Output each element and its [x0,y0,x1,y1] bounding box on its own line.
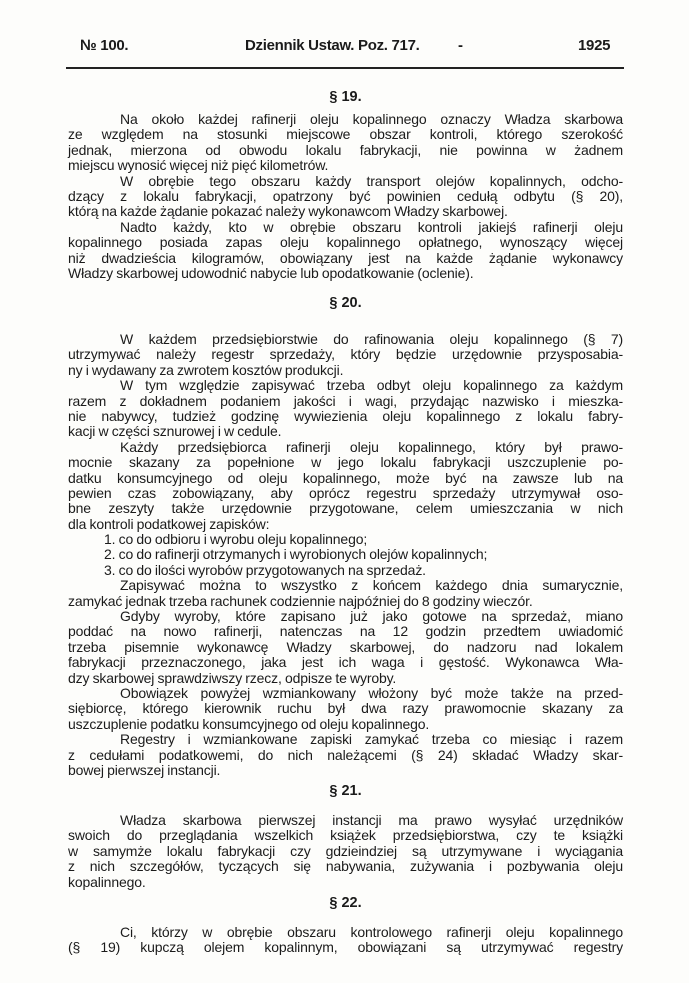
section-heading: § 19. [329,89,362,105]
text-line: niż dwadzieścia kilogramów, obowiązany jest na każde żądanie wykonawcy [68,249,623,266]
text-line: ny i wydawany za zwrotem kosztów produkcji. [68,361,344,378]
text-line: bowej pierwszej instancji. [68,761,221,778]
text-line: uszczuplenie podatku konsumcyjnego od oleju kopalinnego. [68,715,430,732]
text-line: swoich do przeglądania wszelkich książek przedsiębiorstwa, czy te książki [68,827,623,844]
list-item: 1. co do odbioru i wyrobu oleju kopalinnego; [104,531,368,548]
text-line: Na około każdej rafinerji oleju kopalinnego oznaczy Władza skarbowa [120,111,623,127]
text-line: Władzy skarbowej udowodnić nabycie lub opodatkowanie (oclenie). [68,264,474,281]
header-dash: - [458,37,463,54]
text-line: kacji w części sznurowej i w cedule. [68,423,282,440]
text-line: dzy skarbowej sprawdziwszy rzecz, odpisze te wyroby. [68,669,397,686]
text-line: dla kontroli podatkowej zapisków: [68,515,270,532]
text-line: kopalinnego. [68,873,146,890]
text-line: Regestry i wzmiankowane zapiski zamykać trzeba co miesiąc i razem [120,731,623,748]
text-line: Każdy przedsiębiorca rafinerji oleju kopalinnego, który był prawo- [120,438,623,455]
text-line: jednak, mierzona od obwodu lokalu fabrykacji, nie powinna w żadnem [68,141,623,158]
section [68,295,623,778]
text-line: w samymże lokalu fabrykacji czy gdzieindziej są utrzymywane i wyciągania [68,842,623,859]
text-line: z nich szczegółów, tyczących się nabywania, zużywania i pozbywania oleju [68,858,623,875]
text-line: fabrykacji przeznaczonego, jaka jest ich waga i gęstość. Wykonawca Wła- [68,654,623,671]
year: 1925 [578,37,611,54]
text-line: pewien czas zobowiązany, aby oprócz regestru sprzedaży utrzymywał oso- [68,484,623,501]
text-line: W tym względzie zapisywać trzeba odbyt oleju kopalinnego za każdym [120,377,623,394]
text-line: bne zeszyty także urzędownie przygotowane, celem umieszczania w nich [68,500,623,517]
section-heading: § 20. [329,295,362,311]
text-line: nie nabywcy, tudzież godzinę wywiezienia oleju kopalinnego z lokalu fabry- [68,407,623,424]
text-line: kopalinnego posiada zapas oleju kopalinnego opłatnego, wynoszący więcej [68,234,623,251]
list-item: 2. co do rafinerji otrzymanych i wyrobionych olejów kopalinnych; [104,546,488,563]
text-line: (§ 19) kupczą olejem kopalinnym, obowiązani są utrzymywać regestry [68,939,623,956]
text-line: datku konsumcyjnego od oleju kopalinnego, może być na zawsze lub na [68,469,623,486]
text-line: Władza skarbowa pierwszej instancji ma prawo wysyłać urzędników [120,812,623,828]
text-line: Gdyby wyroby, które zapisano już jako gotowe na sprzedaż, miano [120,608,623,625]
text-line: dzący z lokalu fabrykacji, opatrzony być powinien cedułą odbytu (§ 20), [68,187,623,204]
text-line: którą na każde żądanie pokazać należy wykonawcom Władzy skarbowej. [68,203,508,220]
text-line: z cedułami podatkowemi, do nich należącemi (§ 24) składać Władzy skar- [68,746,623,763]
text-line: poddać na nowo rafinerji, natenczas na 12 godzin przedtem uwiadomić [68,623,623,640]
list-item: 3. co do ilości wyrobów przygotowanych na sprzedaż. [104,561,426,578]
text-line: utrzymywać należy regestr sprzedaży, który będzie urzędownie przysposabia- [68,346,623,363]
text-line: trzeba pisemnie wykonawcę Władzy skarbowej, do nadzoru nad lokalem [68,638,623,655]
text-line: Obowiązek powyżej wzmiankowany włożony być może także na przed- [120,684,623,701]
section-heading: § 21. [329,783,362,799]
text-line: mocnie skazany za popełnione w jego lokalu fabrykacji uszczuplenie po- [68,454,623,471]
section-heading: § 22. [329,895,362,911]
issue-number: № 100. [80,37,129,54]
text-line: W obrębie tego obszaru każdy transport olejów kopalinnych, odcho- [120,172,623,189]
section [68,783,623,890]
text-line: W każdem przedsiębiorstwie do rafinowania oleju kopalinnego (§ 7) [120,331,623,347]
journal-title: Dziennik Ustaw. Poz. 717. [245,37,420,54]
text-line: siębiorcę, którego kierownik ruchu był dwa razy prawomocnie skazany za [68,700,623,717]
section [68,89,623,281]
text-line: zamykać jednak trzeba rachunek codziennie najpóźniej do 8 godziny wieczór. [68,592,533,609]
text-line: Zapisywać można to wszystko z końcem każdego dnia sumarycznie, [120,577,623,594]
text-line: Nadto każdy, kto w obrębie obszaru kontroli jakiejś rafinerji oleju [120,218,623,235]
header-rule [66,67,624,69]
text-line: razem z dokładnem podaniem jakości i wagi, przydając nazwisko i mieszka- [68,392,623,409]
text-line: Ci, którzy w obrębie obszaru kontrolowego rafinerji oleju kopalinnego [120,924,623,940]
section [68,895,623,956]
text-line: ze względem na stosunki miejscowe obszar kontroli, którego szerokość [68,126,623,143]
text-line: miejscu wynosić więcej niż pięć kilometrów. [68,157,329,174]
